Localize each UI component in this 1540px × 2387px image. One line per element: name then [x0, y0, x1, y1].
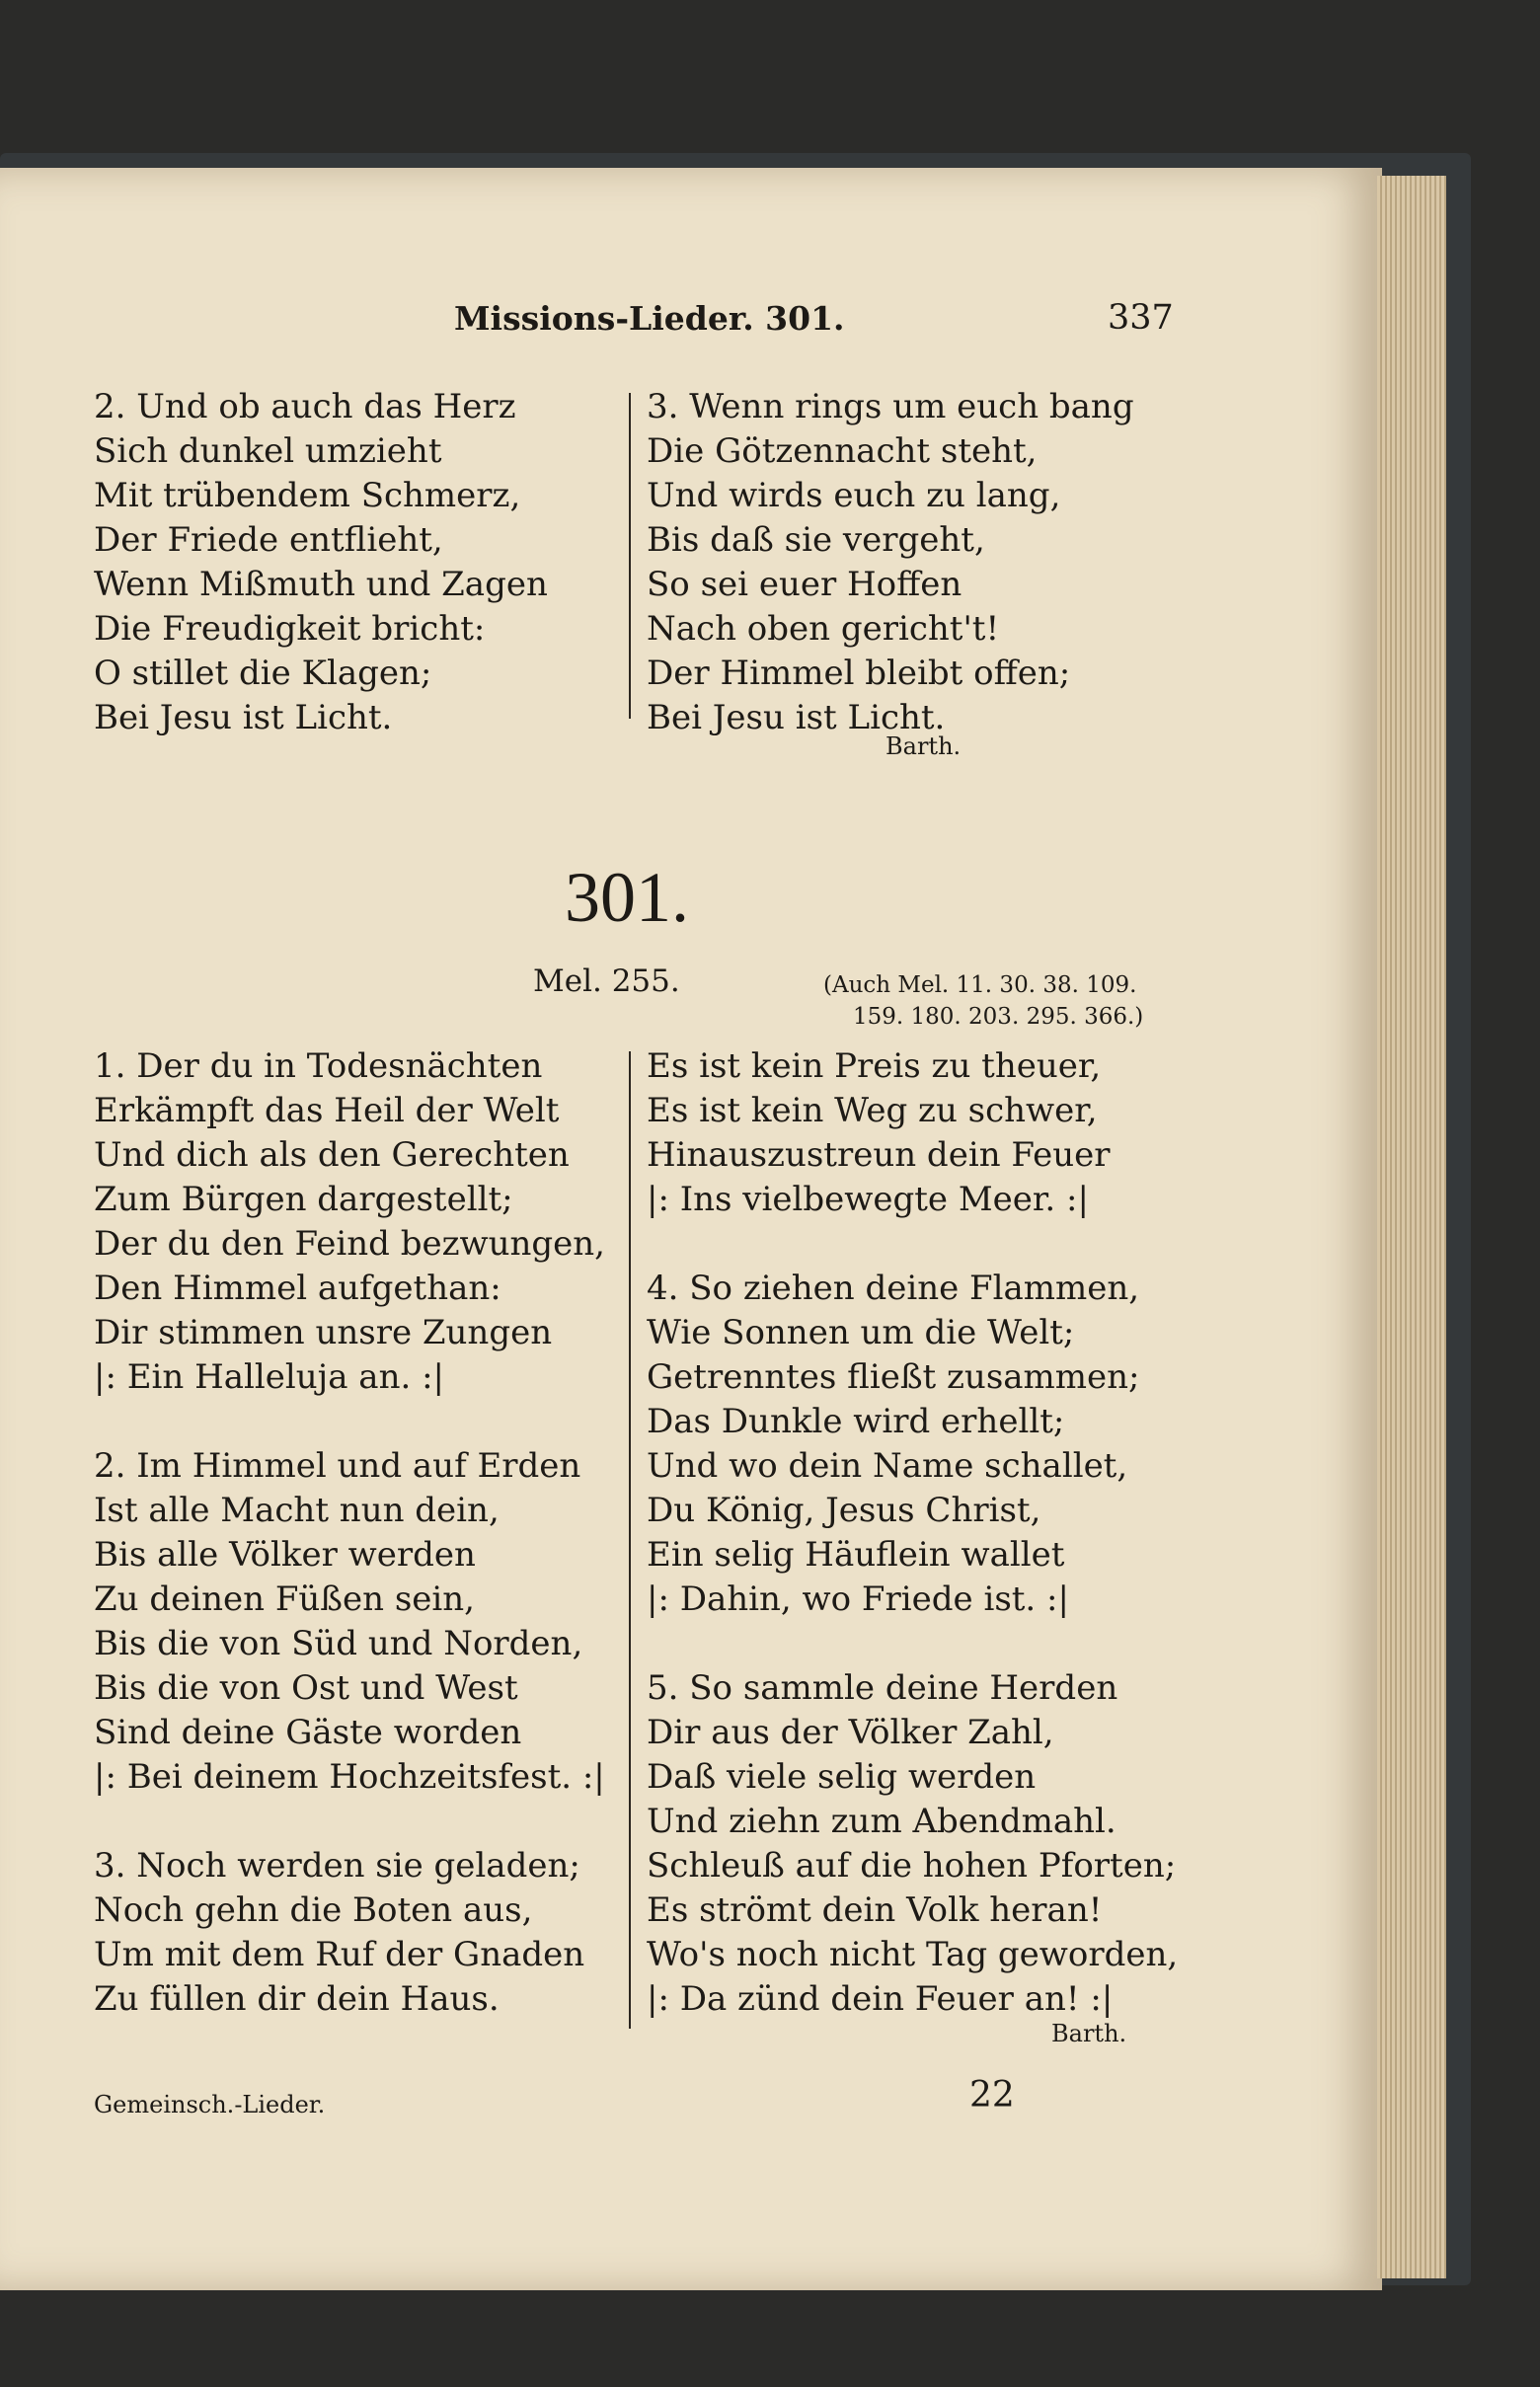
- verse-line: 5. So sammle deine Herden: [647, 1668, 1118, 1708]
- verse-line: Der du den Feind bezwungen,: [94, 1224, 605, 1264]
- verse-line: Der Himmel bleibt offen;: [647, 654, 1071, 693]
- verse-line: 2. Im Himmel und auf Erden: [94, 1446, 581, 1486]
- verse-line: Es strömt dein Volk heran!: [647, 1890, 1103, 1930]
- verse-line: Wie Sonnen um die Welt;: [647, 1313, 1075, 1352]
- collection-title: Gemeinsch.-Lieder.: [94, 2091, 326, 2118]
- hymn-right-column: [647, 1044, 1178, 2022]
- verse-line: Ein selig Häuflein wallet: [647, 1535, 1065, 1575]
- hymn-number: 301.: [565, 858, 689, 937]
- verse-line: Sind deine Gäste worden: [94, 1713, 522, 1752]
- running-title: Missions-Lieder. 301.: [454, 299, 845, 338]
- column-divider: [629, 393, 631, 719]
- stanza-gap: [94, 1400, 605, 1444]
- verse-line: Noch gehn die Boten aus,: [94, 1890, 533, 1930]
- verse-line: Wenn Mißmuth und Zagen: [94, 565, 548, 604]
- verse-line: Bis alle Völker werden: [94, 1535, 476, 1575]
- verse-line: Der Friede entflieht,: [94, 520, 443, 560]
- verse-line: Hinauszustreun dein Feuer: [647, 1135, 1111, 1175]
- verse-line: Und ziehn zum Abendmahl.: [647, 1802, 1116, 1841]
- verse-line: Die Freudigkeit bricht:: [94, 609, 486, 649]
- hymn-author: Barth.: [1051, 2020, 1127, 2047]
- verse-line: Zum Bürgen dargestellt;: [94, 1180, 513, 1219]
- verse-line: Du König, Jesus Christ,: [647, 1491, 1041, 1530]
- verse-line: Und wo dein Name schallet,: [647, 1446, 1128, 1486]
- verse-line: 1. Der du in Todesnächten: [94, 1046, 543, 1086]
- verse-line: O stillet die Klagen;: [94, 654, 432, 693]
- verse-line: Dir stimmen unsre Zungen: [94, 1313, 553, 1352]
- verse-line: Bis daß sie vergeht,: [647, 520, 985, 560]
- stanza-gap: [647, 1222, 1178, 1267]
- alternative-melodies: [823, 969, 1143, 1033]
- verse-line: Um mit dem Ruf der Gnaden: [94, 1935, 585, 1974]
- verse-line: |: Ins vielbewegte Meer. :|: [647, 1180, 1089, 1219]
- page-number: 337: [1108, 298, 1174, 338]
- verse-line: Schleuß auf die hohen Pforten;: [647, 1846, 1177, 1886]
- verse-line: So sei euer Hoffen: [647, 565, 962, 604]
- verse-line: Sich dunkel umzieht: [94, 431, 442, 471]
- verse-line: Zu deinen Füßen sein,: [94, 1579, 475, 1619]
- melody-reference: Mel. 255.: [533, 963, 680, 999]
- previous-hymn-author: Barth.: [886, 732, 962, 760]
- verse-line: 2. Und ob auch das Herz: [94, 387, 516, 426]
- verse-line: Ist alle Macht nun dein,: [94, 1491, 500, 1530]
- stanza-gap: [647, 1622, 1178, 1666]
- verse-line: Und dich als den Gerechten: [94, 1135, 570, 1175]
- column-divider: [629, 1051, 631, 2029]
- hymn-left-column: [94, 1044, 605, 2022]
- verse-line: Die Götzennacht steht,: [647, 431, 1038, 471]
- verse-line: Es ist kein Preis zu theuer,: [647, 1046, 1102, 1086]
- alternative-melodies-line: 159. 180. 203. 295. 366.): [853, 1004, 1144, 1030]
- verse-line: Bis die von Ost und West: [94, 1668, 518, 1708]
- page-header: [0, 296, 1382, 346]
- verse-line: 3. Wenn rings um euch bang: [647, 387, 1134, 426]
- verse-line: |: Dahin, wo Friede ist. :|: [647, 1579, 1069, 1619]
- verse-line: |: Bei deinem Hochzeitsfest. :|: [94, 1757, 605, 1797]
- verse-line: Zu füllen dir dein Haus.: [94, 1979, 500, 2019]
- page-edges: [1377, 176, 1446, 2278]
- verse-line: Den Himmel aufgethan:: [94, 1269, 501, 1308]
- verse-line: |: Ein Halleluja an. :|: [94, 1357, 444, 1397]
- verse-line: Bei Jesu ist Licht.: [94, 698, 393, 737]
- verse-line: Erkämpft das Heil der Welt: [94, 1091, 560, 1130]
- verse-line: Nach oben gericht't!: [647, 609, 1000, 649]
- verse-line: Daß viele selig werden: [647, 1757, 1037, 1797]
- verse-line: Es ist kein Weg zu schwer,: [647, 1091, 1098, 1130]
- verse-line: Wo's noch nicht Tag geworden,: [647, 1935, 1179, 1974]
- verse-line: 4. So ziehen deine Flammen,: [647, 1269, 1140, 1308]
- verse-line: |: Da zünd dein Feuer an! :|: [647, 1979, 1114, 2019]
- alternative-melodies-line: (Auch Mel. 11. 30. 38. 109.: [823, 972, 1137, 998]
- verse-line: Das Dunkle wird erhellt;: [647, 1402, 1065, 1441]
- verse-line: 3. Noch werden sie geladen;: [94, 1846, 580, 1886]
- signature-mark: 22: [969, 2075, 1015, 2116]
- verse-line: Getrenntes fließt zusammen;: [647, 1357, 1140, 1397]
- verse-line: Dir aus der Völker Zahl,: [647, 1713, 1054, 1752]
- previous-hymn-right-column: [647, 385, 1134, 740]
- verse-line: Und wirds euch zu lang,: [647, 476, 1061, 515]
- verse-line: Mit trübendem Schmerz,: [94, 476, 521, 515]
- stanza-gap: [94, 1800, 605, 1844]
- verse-line: Bis die von Süd und Norden,: [94, 1624, 583, 1663]
- previous-hymn-left-column: [94, 385, 548, 740]
- verse-line: Bei Jesu ist Licht.: [647, 698, 946, 737]
